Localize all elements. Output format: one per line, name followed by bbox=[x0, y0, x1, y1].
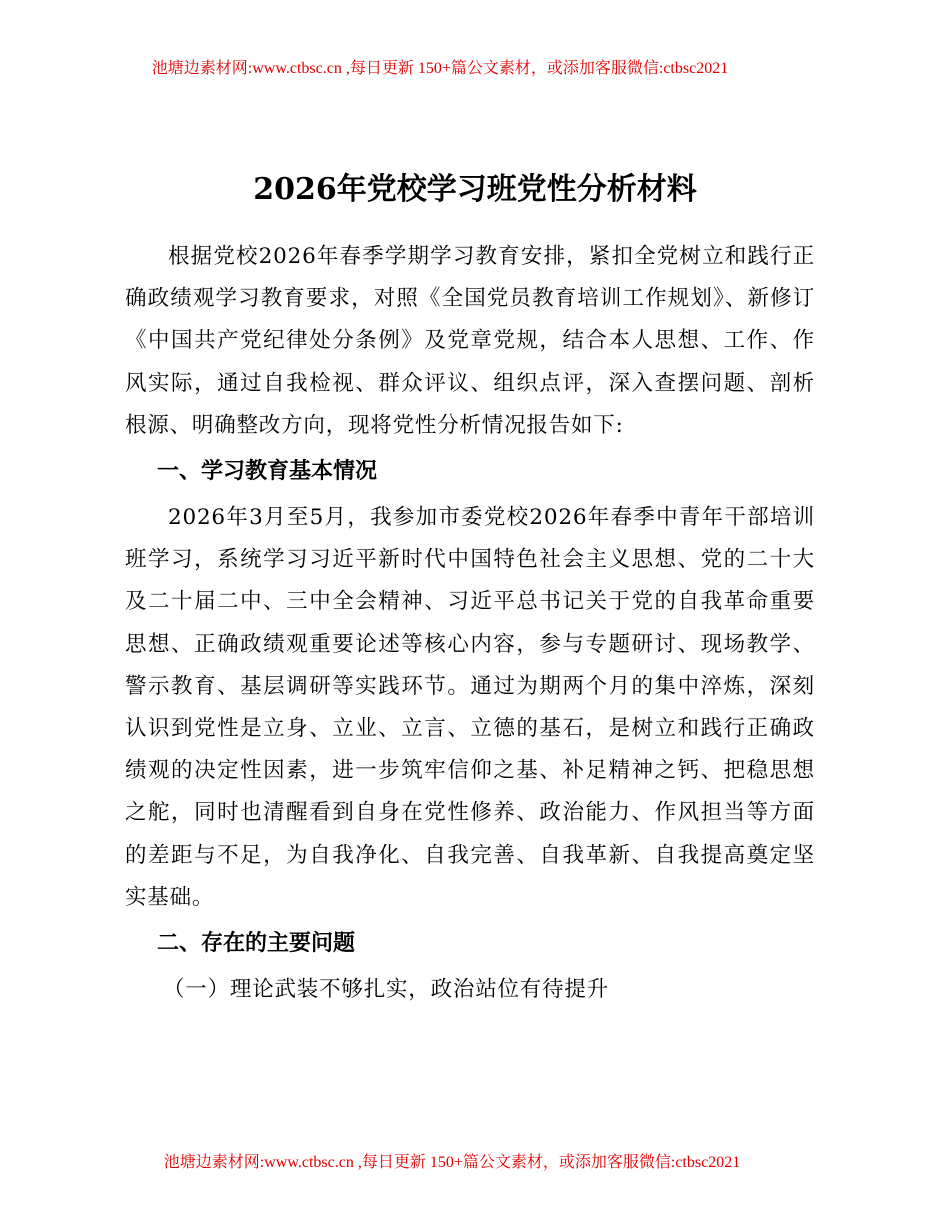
document-title: 2026年党校学习班党性分析材料 bbox=[253, 172, 697, 207]
intro-paragraph: 根据党校2026年春季学期学习教育安排，紧扣全党树立和践行正确政绩观学习教育要求，对照《全国党员教育培训工作规划》、新修订《中国共产党纪律处分条例》及党章党规，结合本人思想、工作、作风实际，通过自我检视、群众评议、组织点评，深入查摆问题、剖析根源、明确整改方向，现将党性分析情况报告如下: bbox=[125, 244, 815, 438]
section-heading-2: 二、存在的主要问题 bbox=[157, 931, 356, 957]
watermark-bottom: 池塘边素材网:www.ctbsc.cn ,每日更新 150+篇公文素材，或添加客服微信:ctbsc2021 bbox=[163, 1154, 741, 1171]
section-1-paragraph: 2026年3月至5月，我参加市委党校2026年春季中青年干部培训班学习，系统学习习近平新时代中国特色社会主义思想、党的二十大及二十届二中、三中全会精神、习近平总书记关于党的自我革命重要思想、正确政绩观重要论述等核心内容，参与专题研讨、现场教学、警示教育、基层调研等实践环节。通过为期两个月的集中淬炼，深刻认识到党性是立身、立业、立言、立德的基石，是树立和践行正确政绩观的决定性因素，进一步筑牢信仰之基、补足精神之钙、把稳思想之舵，同时也清醒看到自身在党性修养、政治能力、作风担当等方面的差距与不足，为自我净化、自我完善、自我革新、自我提高奠定坚实基础。 bbox=[125, 505, 815, 910]
subsection-heading-1: （一）理论武装不够扎实，政治站位有待提升 bbox=[163, 977, 610, 1003]
watermark-top: 池塘边素材网:www.ctbsc.cn ,每日更新 150+篇公文素材，或添加客服微信:ctbsc2021 bbox=[151, 60, 729, 77]
document-body bbox=[125, 236, 815, 1011]
section-heading-1: 一、学习教育基本情况 bbox=[157, 459, 378, 485]
